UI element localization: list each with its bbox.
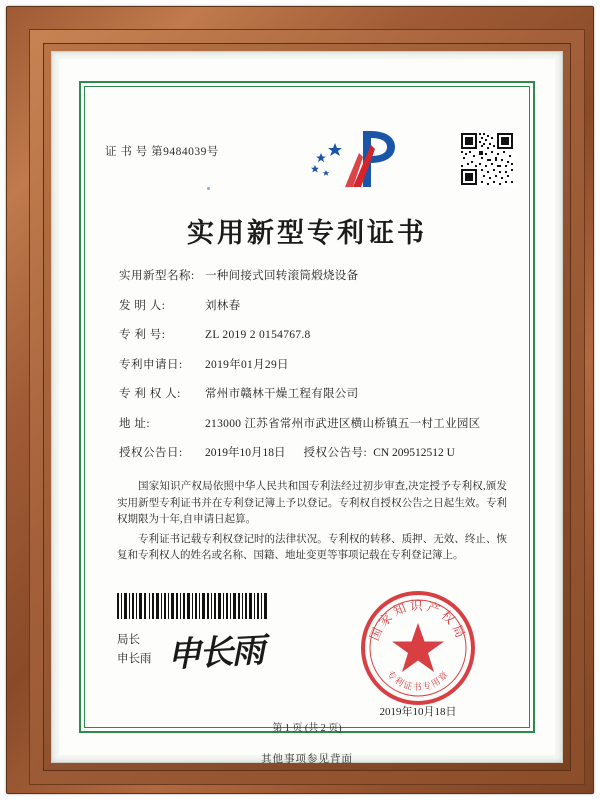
field-row-application-date	[119, 356, 507, 372]
field-label: 地 址:	[119, 417, 151, 430]
field-value: 2019年01月29日	[205, 358, 289, 371]
certificate-header	[105, 127, 515, 199]
certificate-title: 实用新型专利证书	[187, 218, 427, 249]
patent-certificate	[59, 59, 555, 765]
barcode	[117, 593, 267, 619]
certificate-body	[117, 479, 507, 568]
qr-code	[459, 131, 515, 187]
certificate-number: 证 书 号 第9484039号	[105, 146, 219, 158]
svg-text:国家知识产权局: 国家知识产权局	[366, 598, 470, 643]
director-name: 申长雨	[117, 653, 152, 665]
field-value: 刘林春	[205, 299, 241, 312]
field-row-patent-number	[119, 326, 507, 342]
page-indicator: 第 1 页 (共 2 页)	[272, 723, 342, 734]
field-row-address	[119, 415, 507, 431]
field-label-secondary: 授权公告号:	[303, 447, 368, 459]
field-value: 常州市赣林干燥工程有限公司	[205, 388, 359, 400]
field-label: 专 利 权 人:	[119, 388, 181, 400]
field-value: 一种间接式回转滚筒煅烧设备	[205, 270, 359, 282]
official-seal	[359, 589, 477, 707]
director-title: 局长	[117, 634, 140, 646]
picture-frame-outer	[6, 6, 594, 794]
field-label: 专 利 号:	[119, 329, 166, 341]
certificate-fields	[119, 267, 507, 474]
handwritten-signature: 申长雨	[166, 630, 265, 676]
svg-text:专利证书专用章: 专利证书专用章	[384, 669, 452, 694]
field-row-patentee	[119, 385, 507, 401]
cnipa-logo-icon	[301, 127, 411, 191]
field-row-grant-announcement	[119, 444, 507, 460]
field-label: 授权公告日:	[119, 447, 183, 459]
field-row-inventor	[119, 297, 507, 313]
field-label: 发 明 人:	[119, 299, 166, 312]
field-value: 213000 江苏省常州市武进区横山桥镇五一村工业园区	[205, 417, 481, 430]
seal-date: 2019年10月18日	[379, 706, 457, 718]
paragraph-2: 专利证书记载专利权登记时的法律状况。专利权的转移、质押、无效、终止、恢复和专利权人的姓名或名称、国籍、地址变更等事项记载在专利登记簿上。	[117, 533, 507, 561]
signature-block	[117, 631, 152, 669]
field-value: ZL 2019 2 0154767.8	[205, 329, 311, 341]
field-value-secondary: CN 209512512 U	[373, 447, 455, 459]
paragraph-1: 国家知识产权局依照中华人民共和国专利法经过初步审查,决定授予专利权,颁发实用新型专利证书并在专利登记簿上予以登记。专利权自授权公告之日起生效。专利权期限为十年,自申请日起算。	[117, 481, 507, 525]
field-label: 专利申请日:	[119, 358, 183, 371]
field-row-name	[119, 267, 507, 283]
footer-note: 其他事项参见背面	[261, 754, 353, 765]
field-label: 实用新型名称:	[119, 270, 195, 282]
field-value: 2019年10月18日	[205, 447, 286, 459]
